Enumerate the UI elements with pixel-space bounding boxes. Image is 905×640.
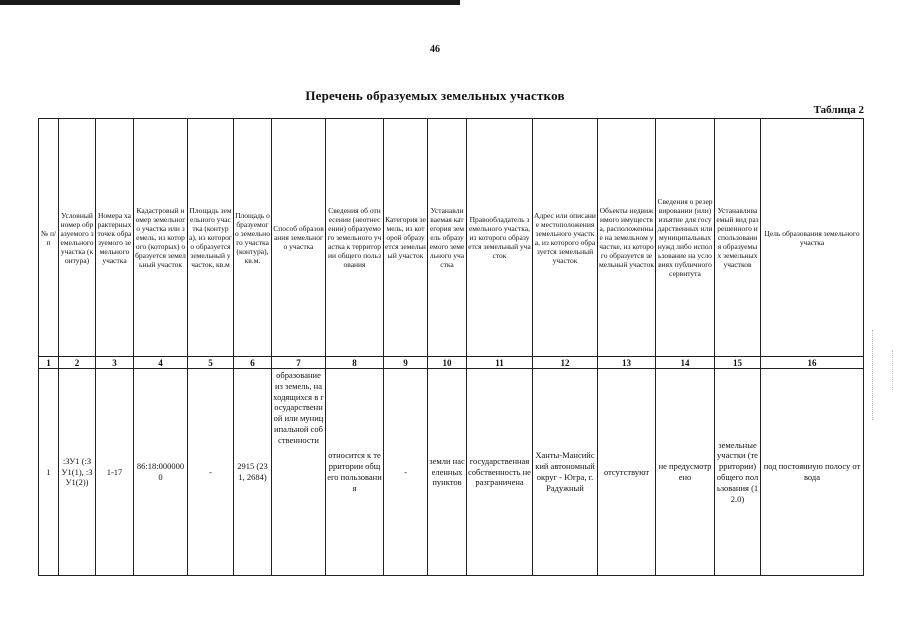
column-number: 7 xyxy=(272,357,326,369)
column-number: 13 xyxy=(598,357,656,369)
column-number: 14 xyxy=(656,357,715,369)
cell-new-area: 2915 (231, 2684) xyxy=(234,369,272,576)
column-number: 3 xyxy=(96,357,134,369)
column-header: Цель образования земельного участка xyxy=(761,119,864,357)
cell-points: 1-17 xyxy=(96,369,134,576)
table-header-row xyxy=(39,119,864,357)
column-number: 1 xyxy=(39,357,59,369)
parcels-table xyxy=(38,118,864,576)
column-header: Номера характерных точек образуемого земельного участка xyxy=(96,119,134,357)
column-header: Устанавливаемая категория земель образуемого земельного участка xyxy=(428,119,467,357)
column-header: Кадастровый номер земельного участка или земель, из которого (которых) образуется земельный участок xyxy=(134,119,188,357)
cell-address: Ханты-Мансийский автономный округ - Югра, г. Радужный xyxy=(533,369,598,576)
cell-new-category: земли населенных пунктов xyxy=(428,369,467,576)
column-number: 12 xyxy=(533,357,598,369)
cell-cadastral-number: 86:18:0000000 xyxy=(134,369,188,576)
column-number: 4 xyxy=(134,357,188,369)
column-header: Адрес или описание местоположения земельного участка, из которого образуется земельный участок xyxy=(533,119,598,357)
column-header: Сведения об отнесении (неотнесении) образуемого земельного участка к территории общего пользования xyxy=(326,119,384,357)
table-label: Таблица 2 xyxy=(813,104,864,116)
cell-owner: государственная собственность не разграничена xyxy=(467,369,533,576)
column-number: 16 xyxy=(761,357,864,369)
cell-purpose: под постоянную полосу отвода xyxy=(761,369,864,576)
column-header: Условный номер образуемого земельного участка (контура) xyxy=(59,119,96,357)
column-number: 9 xyxy=(384,357,428,369)
page-title: Перечень образуемых земельных участков xyxy=(305,88,565,103)
cell-row-number: 1 xyxy=(39,369,59,576)
column-number: 10 xyxy=(428,357,467,369)
column-number: 8 xyxy=(326,357,384,369)
column-number: 6 xyxy=(234,357,272,369)
cell-formation-method: образование из земель, находящихся в государственной или муниципальной собственности xyxy=(272,369,326,576)
cell-real-estate: отсутствуют xyxy=(598,369,656,576)
scan-edge-mark xyxy=(892,350,897,390)
column-header: Устанавливаемый вид разрешенного использования образуемых земельных участков xyxy=(715,119,761,357)
column-header: Площадь земельного участка (контура), из которого образуется земельный участок, кв.м xyxy=(188,119,234,357)
top-border-bar xyxy=(0,0,460,5)
column-header: Сведения о резервировании (или) изъятие для государственных или муниципальных нужд либо использование на условиях публичного сервитута xyxy=(656,119,715,357)
column-number: 15 xyxy=(715,357,761,369)
column-header: Площадь образуемого земельного участка (контура), кв.м. xyxy=(234,119,272,357)
table-row xyxy=(39,369,864,576)
page-number: 46 xyxy=(430,44,440,55)
column-header: Объекты недвижимого имущества, расположенные на земельном участке, из которого образуется земельный участок xyxy=(598,119,656,357)
column-number: 11 xyxy=(467,357,533,369)
column-number: 2 xyxy=(59,357,96,369)
column-header: Способ образования земельного участка xyxy=(272,119,326,357)
scan-edge-mark xyxy=(872,330,877,420)
column-header: Категория земель, из которой образуется земельный участок xyxy=(384,119,428,357)
column-number: 5 xyxy=(188,357,234,369)
column-header: Правообладатель земельного участка, из которого образуется земельный участок xyxy=(467,119,533,357)
cell-reservation: не предусмотрено xyxy=(656,369,715,576)
cell-parcel-id: :ЗУ1 (:ЗУ1(1), :ЗУ1(2)) xyxy=(59,369,96,576)
cell-source-category: - xyxy=(384,369,428,576)
column-number-row xyxy=(39,357,864,369)
column-header: № п/п xyxy=(39,119,59,357)
cell-source-area: - xyxy=(188,369,234,576)
cell-public-use: относится к территории общего пользования xyxy=(326,369,384,576)
cell-permitted-use: земельные участки (территории) общего пользования (12.0) xyxy=(715,369,761,576)
